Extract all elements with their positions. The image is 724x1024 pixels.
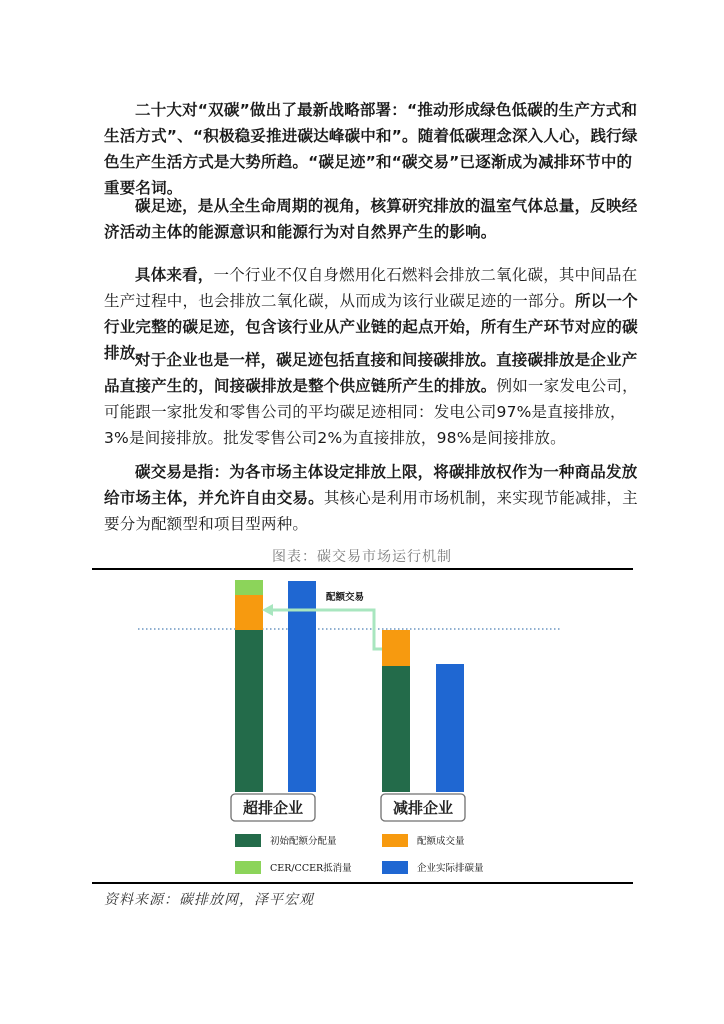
- paragraph-5-segment-1: 碳交易是指：为各市场主体设定排放上限，将碳排放权作为一种商品发放给市场主体，并允许自由交易。: [104, 463, 638, 507]
- legend-label-initial-quota: 初始配额分配量: [270, 836, 337, 847]
- legend-swatch-cer-offset: [235, 861, 261, 874]
- paragraph-3-segment-2: 一个行业不仅自身燃用化石燃料会排放二氧化碳，其中间品在生产过程中，也会排放二氧化碳，从而成为该行业碳足迹的一部分。: [104, 266, 638, 310]
- paragraph-1: [104, 97, 644, 201]
- paragraph-1-segment-1: 二十大对“双碳”做出了最新战略部署：“推动形成绿色低碳的生产方式和生活方式”、“积极稳妥推进碳达峰碳中和”。随着低碳理念深入人心，践行绿色生产生活方式是大势所趋。“碳足迹”和“碳交易”已逐渐成为减排环节中的重要名词。: [104, 101, 638, 197]
- legend-label-actual-emission: 企业实际排碳量: [417, 863, 484, 874]
- paragraph-5: [104, 459, 644, 537]
- figure-title: 图表：碳交易市场运行机制: [272, 549, 452, 565]
- bar-over-initial-quota: [235, 630, 263, 792]
- bar-reduce-initial-quota: [382, 666, 410, 792]
- paragraph-3-segment-1: 具体来看，: [135, 266, 214, 284]
- legend-label-quota-traded: 配额成交量: [417, 836, 465, 847]
- figure-bottom-rule: [92, 882, 633, 884]
- figure-source: 资料来源：碳排放网，泽平宏观: [104, 892, 314, 908]
- paragraph-4-segment-1: 对于企业也是一样，碳足迹包括直接和间接碳排放。直接碳排放是企业产品直接产生的，间接碳排放是整个供应链所产生的排放。: [104, 351, 638, 395]
- paragraph-5-segment-2: 其核心是利用市场机制，来实现节能减排，主要分为配额型和项目型两种。: [104, 489, 638, 533]
- legend-swatch-quota-traded: [382, 834, 408, 847]
- paragraph-4: [104, 347, 644, 451]
- legend-swatch-initial-quota: [235, 834, 261, 847]
- bar-reduce-quota-traded: [382, 630, 410, 666]
- bar-over-actual-emission: [288, 581, 316, 792]
- paragraph-2-segment-1: 碳足迹，是从全生命周期的视角，核算研究排放的温室气体总量，反映经济活动主体的能源意识和能源行为对自然界产生的影响。: [104, 197, 638, 241]
- paragraph-4-segment-2: 例如一家发电公司，可能跟一家批发和零售公司的平均碳足迹相同：发电公司97%是直接排放，3%是间接排放。批发零售公司2%为直接排放，98%是间接排放。: [104, 377, 638, 447]
- quota-trade-arrowhead: [262, 604, 273, 616]
- legend-swatch-actual-emission: [382, 861, 408, 874]
- arrow-label: 配额交易: [326, 592, 365, 603]
- paragraph-3-segment-3: 所以一个行业完整的碳足迹，包含该行业从产业链的起点开始，所有生产环节对应的碳排放。: [104, 292, 638, 362]
- carbon-trading-diagram: [92, 569, 633, 882]
- bar-over-quota-traded: [235, 595, 263, 630]
- paragraph-2: [104, 193, 644, 245]
- bar-reduce-actual-emission: [436, 664, 464, 792]
- group-label-over: 超排企业: [242, 799, 304, 817]
- legend-label-cer-offset: CER/CCER抵消量: [270, 863, 352, 874]
- group-label-reduce: 减排企业: [392, 799, 454, 817]
- bar-over-cer-offset: [235, 580, 263, 595]
